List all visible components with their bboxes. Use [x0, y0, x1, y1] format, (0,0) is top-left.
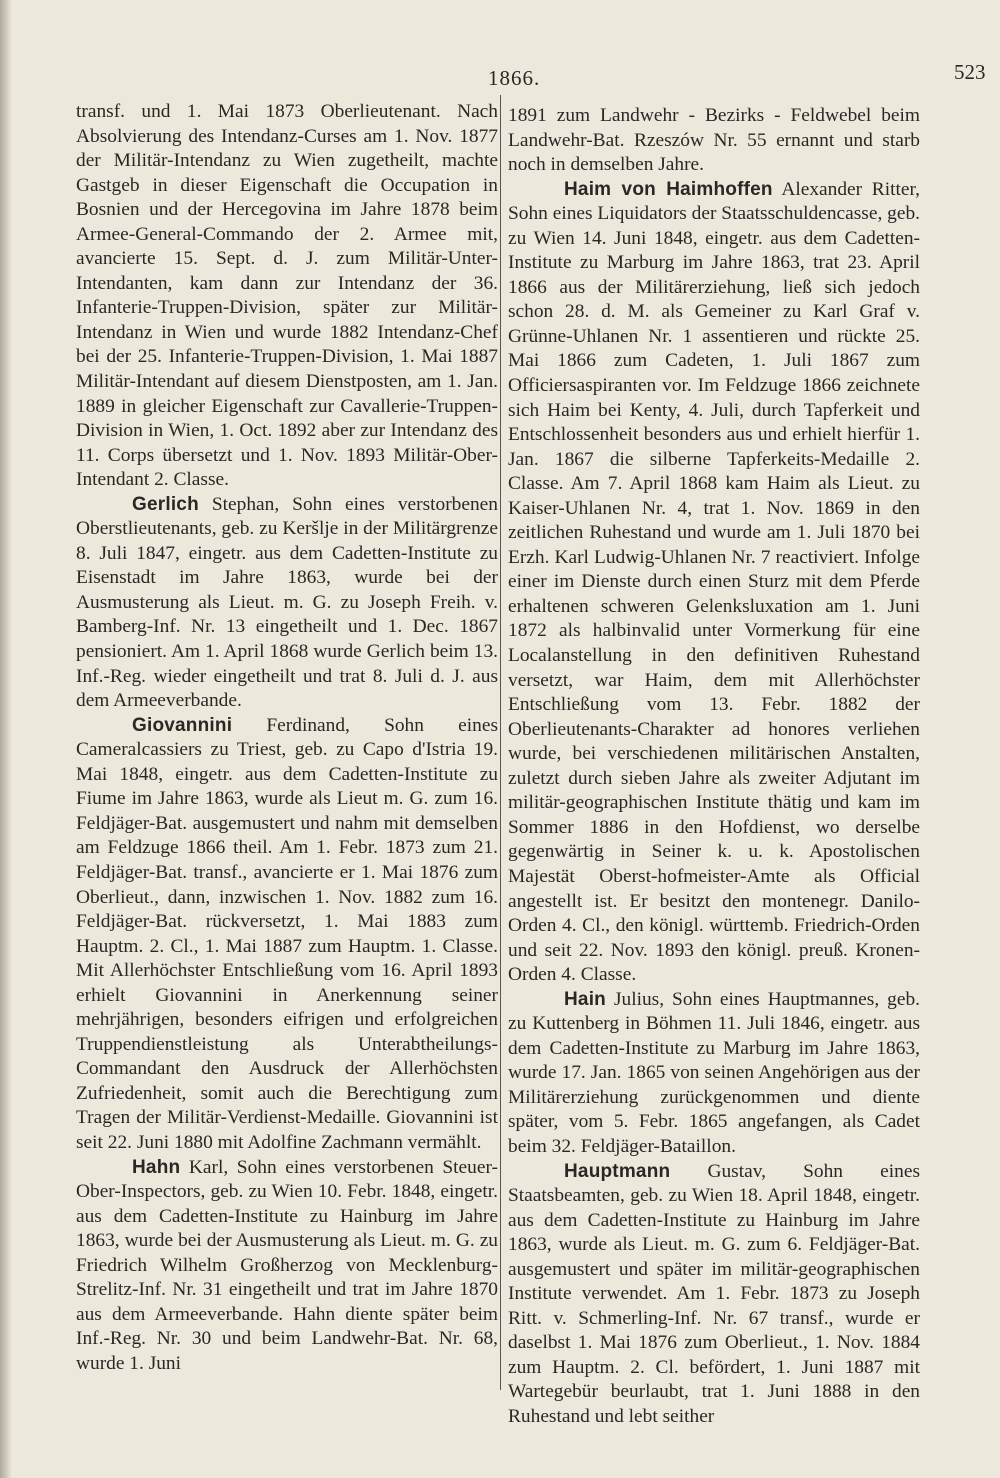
entry-text: Gustav, Sohn eines Staatsbeamten, geb. zu Wien 18. April 1848, eingetr. aus dem Cadetten-Institute zu Hainburg im Jahre 1863, wurde als Lieut. m. G. zum 6. Feldjäger-Bat. ausgemustert und später im militär-geographischen Institute verwendet. Am 1. Febr. 1873 zu Joseph Ritt. v. Schmerling-Inf. Nr. 67 transf., wurde er daselbst 1. Mai 1876 zum Oberlieut., 1. Nov. 1884 zum Hauptm. 2. Cl. befördert, 1. Juni 1887 mit Wartegebür beurlaubt, trat 1. Juni 1888 in den Ruhestand und lebt seither [508, 1160, 920, 1427]
entry-text: Ferdinand, Sohn eines Cameralcassiers zu Triest, geb. zu Capo d'Istria 19. Mai 1848, eingetr. aus dem Cadetten-Institute zu Fiume im Jahre 1863, wurde als Lieut m. G. zum 16. Feldjäger-Bat. ausgemustert und nahm mit demselben am Feldzuge 1866 theil. Am 1. Febr. 1873 zum 21. Feldjäger-Bat. transf., avancierte er 1. Mai 1876 zum Oberlieut., dann, inzwischen 1. Nov. 1882 zum 16. Feldjäger-Bat. rückversetzt, 1. Mai 1883 zum Hauptm. 2. Cl., 1. Mai 1887 zum Hauptm. 1. Classe. Mit Allerhöchster Entschließung vom 16. April 1893 erhielt Giovannini in Anerkennung seiner mehrjährigen, besonders eifrigen und erfolgreichen Truppendienstleistung als Unterabtheilungs-Commandant den Ausdruck der Allerhöchsten Zufriedenheit, somit auch die Berechtigung zum Tragen der Militär-Verdienst-Medaille. Giovannini ist seit 22. Juni 1880 mit Adolfine Zachmann vermählt. [76, 714, 498, 1153]
continued-paragraph [508, 104, 920, 178]
entry-name: Gerlich [132, 493, 199, 515]
entry-name: Hain [564, 988, 606, 1010]
right-column [508, 104, 920, 1430]
page-number: 523 [954, 60, 986, 84]
paragraph-text: transf. und 1. Mai 1873 Oberlieutenant. Nach Absolvierung des Intendanz-Curses am 1. Nov. 1877 der Militär-Intendanz zu Wien zugetheilt, machte Gastgeb in dieser Eigenschaft die Occupation in Bosnien und der Hercegovina im Jahre 1878 beim Armee-General-Commando der 2. Armee mit, avancierte 15. Sept. d. J. zum Militär-Unter-Intendanten, kam dann zur Intendanz der 36. Infanterie-Truppen-Division, später zur Militär-Intendanz in Wien und wurde 1882 Intendanz-Chef bei der 25. Infanterie-Truppen-Division, 1. Mai 1887 Militär-Intendant auf diesem Dienstposten, am 1. Jan. 1889 in gleicher Eigenschaft zur Cavallerie-Truppen-Division in Wien, 1. Oct. 1892 aber zur Intendanz des 11. Corps übersetzt und 1. Nov. 1893 Militär-Ober-Intendant 2. Classe. [76, 101, 498, 491]
entry-gerlich [76, 493, 498, 714]
left-column [76, 100, 498, 1376]
entry-hahn [76, 1156, 498, 1377]
entry-name: Giovannini [132, 714, 233, 736]
header-year: 1866. [488, 66, 541, 90]
page-edge-shadow [0, 0, 12, 1478]
entry-name: Haim von Haimhoffen [564, 178, 773, 200]
entry-giovannini [76, 714, 498, 1156]
column-divider [500, 95, 501, 1390]
entry-hauptmann [508, 1160, 920, 1430]
entry-text: Julius, Sohn eines Hauptmannes, geb. zu Kuttenberg in Böhmen 11. Juli 1846, eingetr. aus dem Cadetten-Institute zu Marburg im Jahre 1863, wurde 17. Jan. 1865 von seinen Angehörigen aus der Militärerziehung zurückgenommen und diente später, vom 5. Febr. 1865 angefangen, als Cadet beim 32. Feldjäger-Bataillon. [508, 988, 920, 1157]
paragraph-text: 1891 zum Landwehr - Bezirks - Feldwebel beim Landwehr-Bat. Rzeszów Nr. 55 ernannt und starb noch in demselben Jahre. [508, 105, 920, 176]
entry-text: Stephan, Sohn eines verstorbenen Oberstlieutenants, geb. zu Keršlje in der Militärgrenze 8. Juli 1847, eingetr. aus dem Cadetten-Institute zu Eisenstadt im Jahre 1863, wurde bei der Ausmusterung als Lieut. m. G. zu Joseph Freih. v. Bamberg-Inf. Nr. 13 eingetheilt und 1. Dec. 1867 pensioniert. Am 1. April 1868 wurde Gerlich beim 13. Inf.-Reg. wieder eingetheilt und trat 8. Juli d. J. aus dem Armeeverbande. [76, 493, 498, 712]
entry-haim [508, 178, 920, 988]
entry-text: Karl, Sohn eines verstorbenen Steuer-Ober-Inspectors, geb. zu Wien 10. Febr. 1848, eingetr. aus dem Cadetten-Institute zu Hainburg im Jahre 1863, wurde bei der Ausmusterung als Lieut. m. G. zu Friedrich Wilhelm Großherzog von Mecklenburg-Strelitz-Inf. Nr. 31 eingetheilt und trat im Jahre 1870 aus dem Armeeverbande. Hahn diente später beim Inf.-Reg. Nr. 30 und beim Landwehr-Bat. Nr. 68, wurde 1. Juni [76, 1156, 498, 1374]
entry-hain [508, 988, 920, 1160]
entry-name: Hauptmann [564, 1160, 671, 1182]
continued-paragraph [76, 100, 498, 493]
entry-name: Hahn [132, 1156, 181, 1178]
entry-text: Alexander Ritter, Sohn eines Liquidators der Staatsschuldencasse, geb. zu Wien 14. Juni 1848, eingetr. aus dem Cadetten-Institute zu Marburg im Jahre 1863, trat 23. April 1866 aus der Militärerziehung, ließ sich jedoch schon 28. d. M. als Gemeiner zu Karl Graf v. Grünne-Uhlanen Nr. 1 assentieren und rückte 25. Mai 1866 zum Cadeten, 1. Juli 1867 zum Officiersaspiranten vor. Im Feldzuge 1866 zeichnete sich Haim bei Kenty, 4. Juli, durch Tapferkeit und Entschlossenheit besonders aus und erhielt hierfür 1. Jan. 1867 die silberne Tapferkeits-Medaille 2. Classe. Am 7. April 1868 kam Haim als Lieut. zu Kaiser-Uhlanen Nr. 4, trat 1. Nov. 1869 in den zeitlichen Ruhestand und wurde am 1. Juli 1870 bei Erzh. Karl Ludwig-Uhlanen Nr. 7 reactiviert. Infolge einer im Dienste durch einen Sturz mit dem Pferde erhaltenen schweren Gelenksluxation am 1. Juni 1872 als halbinvalid unter Vormerkung für eine Localanstellung in den definitiven Ruhestand versetzt, war Haim, dem mit Allerhöchster Entschließung vom 13. Febr. 1882 der Oberlieutenants-Charakter ad honores verliehen wurde, bei verschiedenen militärischen Anstalten, zuletzt durch sieben Jahre als zweiter Adjutant im militär-geographischen Institute thätig und kam im Sommer 1886 in den Hofdienst, wo derselbe gegenwärtig in Seiner k. u. k. Apostolischen Majestät Oberst-hofmeister-Amte als Official angestellt ist. Er besitzt den montenegr. Danilo-Orden 4. Cl., den königl. württemb. Friedrich-Orden und seit 22. Nov. 1893 den königl. preuß. Kronen-Orden 4. Classe. [508, 178, 920, 986]
